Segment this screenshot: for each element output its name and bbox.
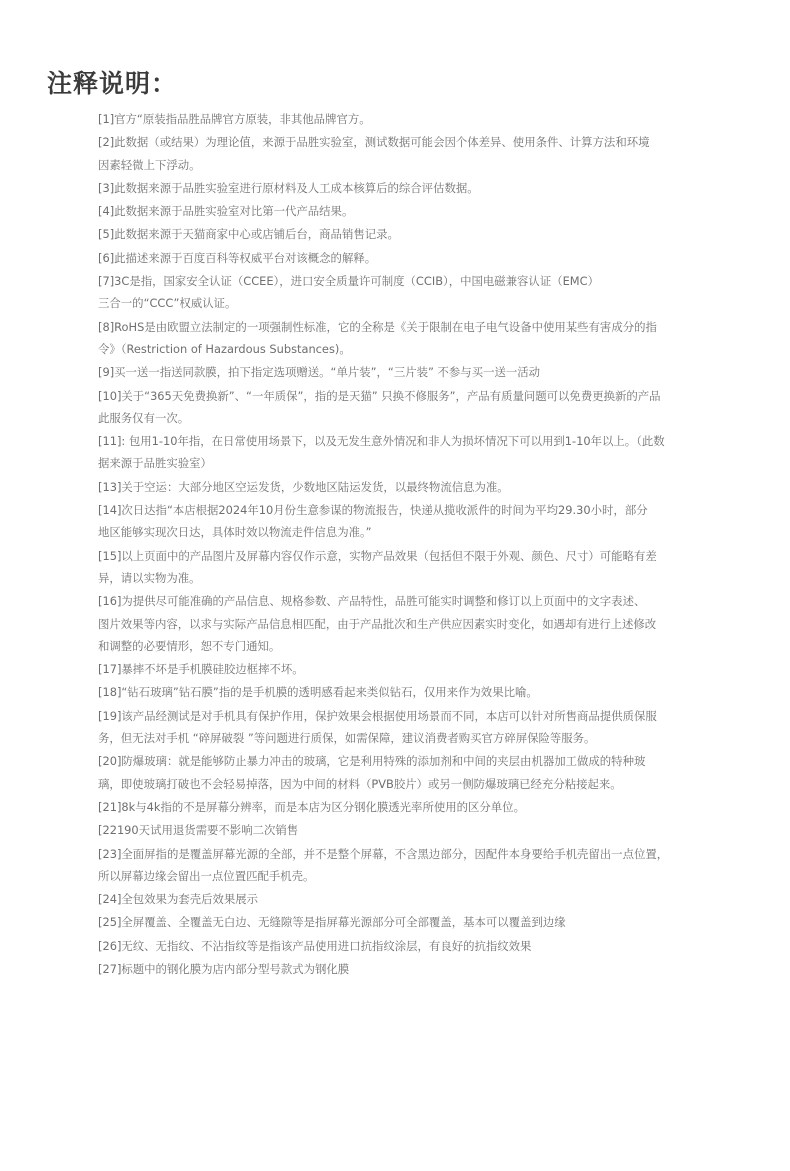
note-text-line: [3]此数据来源于品胜实验室进行原材料及人工成本核算后的综合评估数据。 [98,180,479,195]
note-text-line: 璃，即使玻璃打破也不会轻易掉落，因为中间的材料（PVB胶片）或另一侧防爆玻璃已经充分粘接起来。 [98,776,622,791]
note-item [98,590,698,657]
note-text-line: [1]官方“原装指品胜品牌官方原装，非其他品牌官方。 [98,112,371,126]
note-text-line: 图片效果等内容，以求与实际产品信息相匹配，由于产品批次和生产供应因素实时变化，如遇却有进行上述修改 [98,616,657,631]
note-text-line: 务，但无法对手机 “碎屏破裂 ”等问题进行质保，如需保障，建议消费者购买官方碎屏保险等服务。 [98,731,596,746]
note-text-line: [16]为提供尽可能准确的产品信息、规格参数、产品特性，品胜可能实时调整和修订以上页面中的文字表述、 [98,594,646,609]
note-text-line: 所以屏幕边缘会留出一点位置匹配手机壳。 [98,868,315,883]
note-item [98,681,698,703]
note-item [98,476,698,498]
note-text-line: [27]标题中的钢化膜为店内部分型号款式为钢化膜 [98,961,350,976]
note-item [98,935,698,957]
note-text-line: [20]防爆玻璃：就是能够防止暴力冲击的玻璃，它是利用特殊的添加剂和中间的夹层由机器加工做成的特种玻 [98,754,646,769]
note-text-line: [18]“钻石玻璃”钻石膜”指的是手机膜的透明感看起来类似钻石，仅用来作为效果比喻。 [98,685,538,700]
note-item [98,316,698,361]
note-text-line: [21]8k与4k指的不是屏幕分辨率，而是本店为区分钢化膜透光率所使用的区分单位。 [98,799,525,814]
note-text-line: [15]以上页面中的产品图片及屏幕内容仅作示意，实物产品效果（包括但不限于外观、颜色、尺寸）可能略有差 [98,548,657,563]
note-text-line: 据来源于品胜实验室） [98,456,212,471]
note-item [98,385,698,430]
note-item [98,177,698,199]
note-text-line: [25]全屏覆盖、全覆盖无白边、无缝隙等是指屏幕光源部分可全部覆盖，基本可以覆盖到边缘 [98,915,566,930]
notes-list [98,108,698,981]
note-text-line: [5]此数据来源于天猫商家中心或店铺后台，商品销售记录。 [98,227,399,242]
note-text-line: [10]关于“365天免费换新”、“一年质保”，指的是天猫” 只换不修服务”，产品有质量问题可以免费更换新的产品 [98,388,661,403]
note-item [98,545,698,590]
note-item [98,750,698,795]
note-item [98,247,698,269]
note-item [98,200,698,222]
note-text-line: [7]3C是指，国家安全认证（CCEE），进口安全质量许可制度（CCIB），中国电磁兼容认证（EMC） [98,274,599,289]
note-text-line: 和调整的必要情形，恕不专门通知。 [98,638,281,653]
note-item [98,108,698,130]
note-item [98,223,698,245]
note-text-line: [2]此数据（或结果）为理论值，来源于品胜实验室，测试数据可能会因个体差异、使用条件、计算方法和环境 [98,135,650,150]
note-text-line: [17]暴摔不坏是手机膜硅胶边框摔不坏。 [98,662,304,677]
note-text-line: [19]该产品经测试是对手机具有保护作用，保护效果会根据使用场景而不同，本店可以针对所售商品提供质保服 [98,708,657,723]
note-text-line: [11]: 包用1-10年指，在日常使用场景下，以及无发生意外情况和非人为损坏情况下可以用到1-10年以上。（此数 [98,434,665,449]
note-text-line: [26]无纹、无指纹、不沾指纹等是指该产品使用进口抗指纹涂层，有良好的抗指纹效果 [98,938,532,953]
note-text-line: [13]关于空运：大部分地区空运发货，少数地区陆运发货，以最终物流信息为准。 [98,479,509,494]
note-item [98,361,698,383]
note-item [98,888,698,910]
note-text-line: [4]此数据来源于品胜实验室对比第一代产品结果。 [98,204,354,219]
note-item [98,958,698,980]
note-text-line: 此服务仅有一次。 [98,410,190,425]
note-item [98,705,698,750]
note-text-line: [8]RoHS是由欧盟立法制定的一项强制性标准，它的全称是《关于限制在电子电气设备中使用某些有害成分的指 [98,319,657,334]
note-item [98,911,698,933]
note-text-line: [9]买一送一指送同款膜，拍下指定选项赠送。“单片装”，“三片装” 不参与买一送一活动 [98,365,541,380]
note-item [98,843,698,888]
note-text-line: 因素轻微上下浮动。 [98,157,201,172]
note-text-line: 异，请以实物为准。 [98,570,201,585]
note-text-line: [6]此描述来源于百度百科等权威平台对该概念的解释。 [98,250,377,265]
note-item [98,796,698,818]
note-text-line: [22190天试用退货需要不影响二次销售 [98,823,299,838]
note-item [98,658,698,680]
note-text-line: 令》（Restriction of Hazardous Substances)。 [98,341,351,356]
note-text-line: 地区能够实现次日达，具体时效以物流走件信息为准。” [98,525,372,540]
note-text-line: [24]全包效果为套壳后效果展示 [98,892,259,907]
note-text-line: [14]次日达指“本店根据2024年10月份生意参谋的物流报告，快递从揽收派件的时间为平均29.30小时，部分 [98,503,648,518]
note-item [98,819,698,841]
note-item [98,131,698,176]
page-title: 注释说明： [47,69,178,98]
note-text-line: [23]全面屏指的是覆盖屏幕光源的全部，并不是整个屏幕，不含黑边部分，因配件本身要给手机壳留出一点位置， [98,846,669,861]
note-item [98,499,698,544]
note-text-line: 三合一的“CCC”权威认证。 [98,296,237,311]
note-item [98,430,698,475]
note-item [98,270,698,315]
